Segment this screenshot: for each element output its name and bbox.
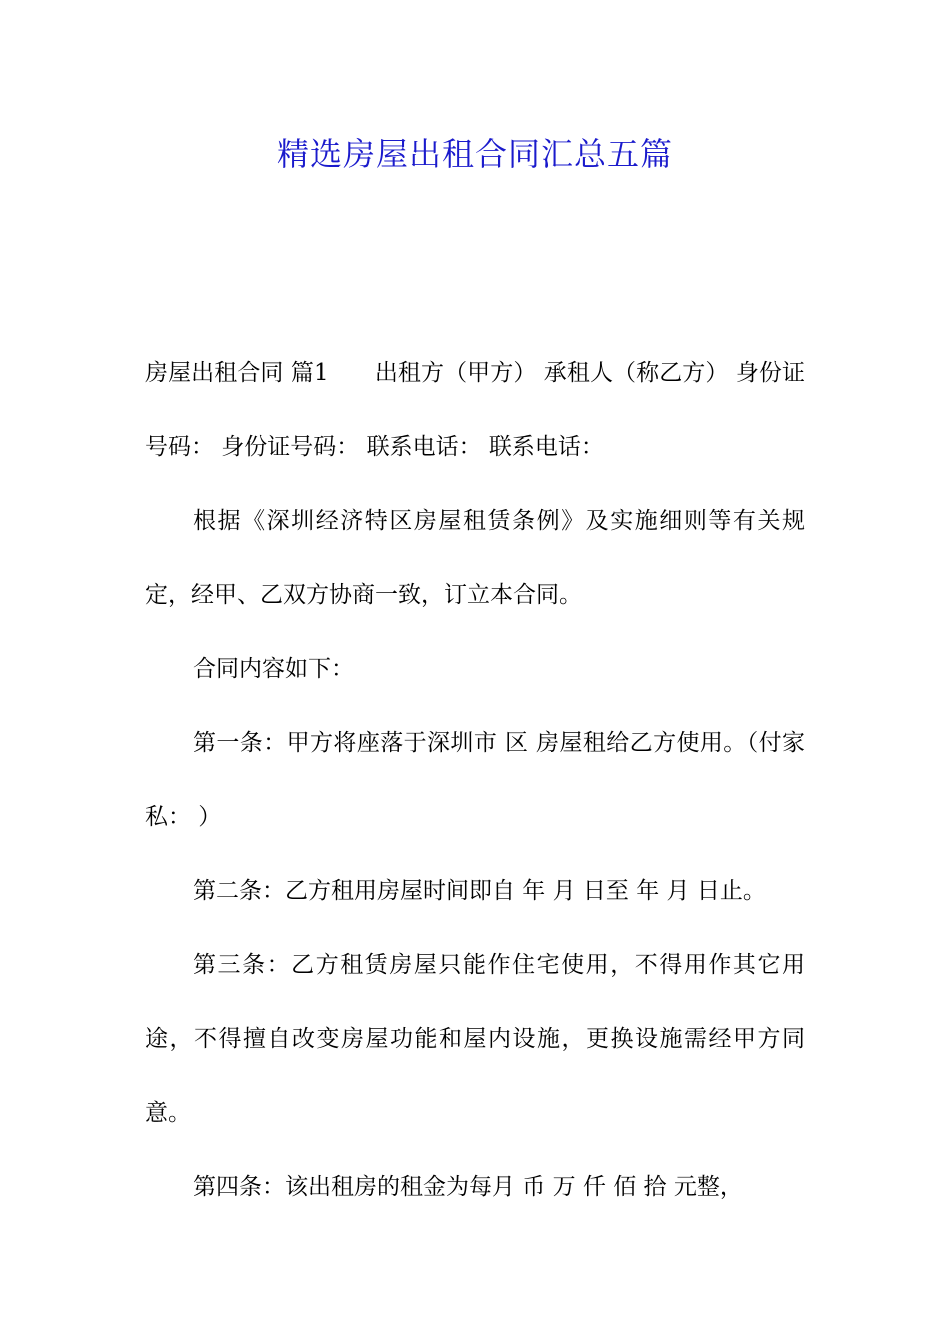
- paragraph-article-2: 第二条：乙方租用房屋时间即自 年 月 日至 年 月 日止。: [193, 878, 766, 904]
- paragraph-basis: 根据《深圳经济特区房屋租赁条例》及实施细则等有关规定，经甲、乙双方协商一致，订立本合同。: [145, 508, 805, 608]
- paragraph-contents-intro: 合同内容如下：: [193, 656, 354, 682]
- document-body: [145, 336, 805, 1224]
- paragraph-article-3: 第三条：乙方租赁房屋只能作住宅使用，不得用作其它用途，不得擅自改变房屋功能和屋内设施，更换设施需经甲方同意。: [145, 952, 805, 1126]
- paragraph-article-4: 第四条：该出租房的租金为每月 币 万 仟 佰 拾 元整，: [193, 1174, 743, 1200]
- document-title: 精选房屋出租合同汇总五篇: [276, 135, 673, 173]
- paragraph-header: 房屋出租合同 篇1 出租方（甲方） 承租人（称乙方） 身份证号码： 身份证号码： 联系电话： 联系电话：: [145, 360, 805, 460]
- paragraph-article-1: 第一条：甲方将座落于深圳市 区 房屋租给乙方使用。（付家私： ）: [145, 730, 805, 830]
